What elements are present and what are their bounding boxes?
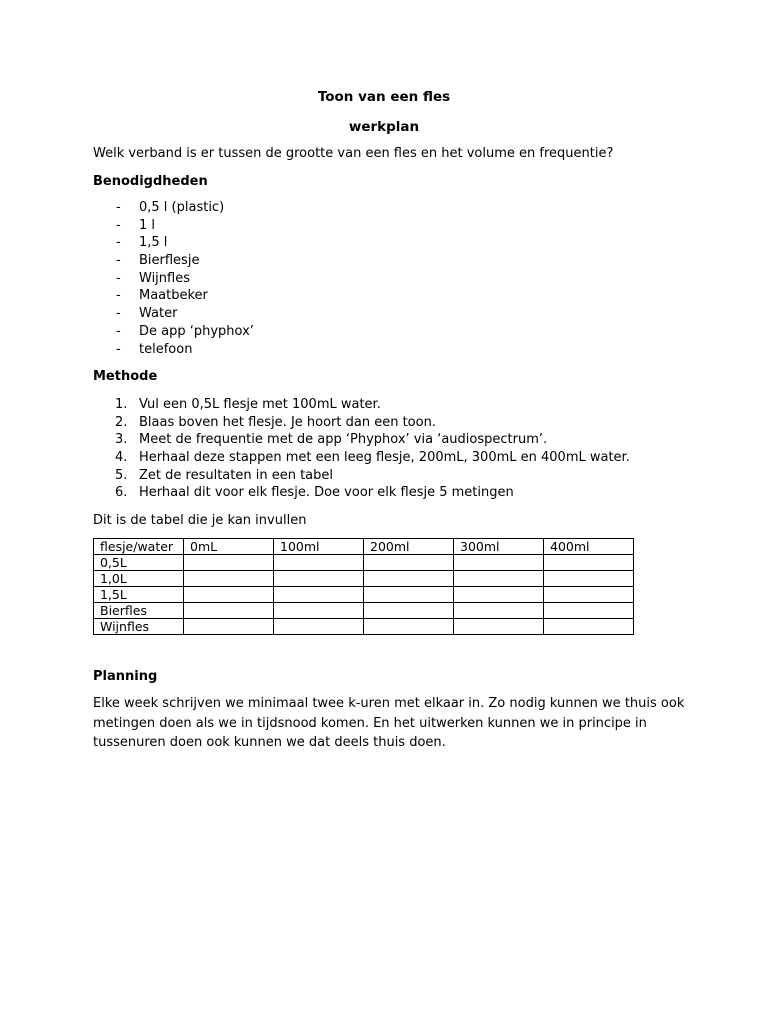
method-steps bbox=[93, 396, 630, 502]
table-cell bbox=[544, 571, 634, 587]
table-cell bbox=[544, 555, 634, 571]
list-item-label: Water bbox=[139, 306, 178, 322]
table-header-cell: flesje/water bbox=[94, 539, 184, 555]
table-cell bbox=[184, 619, 274, 635]
table-cell bbox=[364, 619, 454, 635]
materials-heading: Benodigdheden bbox=[93, 174, 208, 189]
planning-heading: Planning bbox=[93, 669, 158, 684]
table-cell bbox=[454, 603, 544, 619]
list-item-label: telefoon bbox=[139, 341, 193, 357]
list-item-label: Bierflesje bbox=[139, 253, 200, 269]
table-cell bbox=[454, 571, 544, 587]
row-label-cell: Bierfles bbox=[94, 603, 184, 619]
step-text: Zet de resultaten in een tabel bbox=[139, 467, 334, 483]
research-question: Welk verband is er tussen de grootte van een fles en het volume en frequentie? bbox=[93, 146, 614, 161]
table-cell bbox=[454, 619, 544, 635]
table-cell bbox=[274, 619, 364, 635]
table-cell bbox=[454, 555, 544, 571]
table-row bbox=[94, 587, 634, 603]
list-item: 1. Vul een 0,5L flesje met 100mL water. bbox=[115, 397, 381, 412]
list-item: - Water bbox=[116, 306, 178, 322]
list-item-label: Wijnfles bbox=[139, 270, 190, 286]
step-text: Vul een 0,5L flesje met 100mL water. bbox=[139, 397, 381, 412]
step-text: Blaas boven het flesje. Je hoort dan een toon. bbox=[139, 414, 436, 430]
table-cell bbox=[364, 603, 454, 619]
table-header-cell: 400ml bbox=[544, 539, 634, 555]
table-row bbox=[94, 603, 634, 619]
table-header-cell: 100ml bbox=[274, 539, 364, 555]
list-item: - Wijnfles bbox=[116, 270, 190, 286]
row-label-cell: 1,5L bbox=[94, 587, 184, 603]
list-item-label: 0,5 l (plastic) bbox=[139, 200, 225, 215]
step-text: Herhaal dit voor elk flesje. Doe voor elk flesje 5 metingen bbox=[139, 485, 514, 501]
list-item-label: 1,5 l bbox=[139, 235, 168, 251]
list-item: - 1,5 l bbox=[116, 235, 168, 251]
table-header-row bbox=[94, 539, 634, 555]
step-text: Herhaal deze stappen met een leeg flesje, 200mL, 300mL en 400mL water. bbox=[139, 450, 630, 466]
list-item: - 1 l bbox=[116, 217, 156, 233]
planning-paragraph: Elke week schrijven we minimaal twee k-uren met elkaar in. Zo nodig kunnen we thuis ook metingen doen als we in tijdsnood komen. En het uitwerken kunnen we in principe in tussenuren doen ook kunnen we dat deels thuis doen. bbox=[93, 696, 685, 750]
table-cell bbox=[544, 619, 634, 635]
document-subtitle: werkplan bbox=[348, 119, 420, 135]
table-cell bbox=[184, 571, 274, 587]
table-cell bbox=[184, 555, 274, 571]
list-item: - 0,5 l (plastic) bbox=[116, 200, 225, 215]
table-header-cell: 300ml bbox=[454, 539, 544, 555]
row-label-cell: 1,0L bbox=[94, 571, 184, 587]
list-item: 2. Blaas boven het flesje. Je hoort dan een toon. bbox=[115, 414, 436, 430]
list-item: 3. Meet de frequentie met de app ‘Phyphox’ via ‘audiospectrum’. bbox=[115, 432, 548, 448]
list-item-label: 1 l bbox=[139, 217, 156, 233]
table-cell bbox=[364, 555, 454, 571]
table-row bbox=[94, 571, 634, 587]
table-cell bbox=[454, 587, 544, 603]
list-item: 4. Herhaal deze stappen met een leeg flesje, 200mL, 300mL en 400mL water. bbox=[115, 450, 630, 466]
list-item: - telefoon bbox=[116, 341, 193, 357]
list-item-label: De app ‘phyphox’ bbox=[139, 323, 254, 339]
table-intro: Dit is de tabel die je kan invullen bbox=[93, 513, 307, 528]
list-item: 6. Herhaal dit voor elk flesje. Doe voor elk flesje 5 metingen bbox=[115, 485, 514, 501]
table-header-cell: 200ml bbox=[364, 539, 454, 555]
row-label-cell: Wijnfles bbox=[94, 619, 184, 635]
row-label-cell: 0,5L bbox=[94, 555, 184, 571]
list-item: - Bierflesje bbox=[116, 253, 200, 269]
list-item: - De app ‘phyphox’ bbox=[116, 323, 254, 339]
materials-list bbox=[93, 199, 254, 358]
table-cell bbox=[274, 555, 364, 571]
list-item: 5. Zet de resultaten in een tabel bbox=[115, 467, 334, 483]
list-item-label: Maatbeker bbox=[139, 288, 208, 304]
table-cell bbox=[184, 603, 274, 619]
table-header-cell: 0mL bbox=[184, 539, 274, 555]
table-cell bbox=[184, 587, 274, 603]
measurement-table bbox=[93, 538, 634, 635]
list-item: - Maatbeker bbox=[116, 288, 208, 304]
step-text: Meet de frequentie met de app ‘Phyphox’ via ‘audiospectrum’. bbox=[139, 432, 548, 448]
table-cell bbox=[274, 571, 364, 587]
document-title: Toon van een fles bbox=[317, 89, 451, 105]
table-cell bbox=[364, 571, 454, 587]
table-row bbox=[94, 555, 634, 571]
table-row bbox=[94, 619, 634, 635]
table-cell bbox=[274, 587, 364, 603]
table-cell bbox=[274, 603, 364, 619]
table-cell bbox=[364, 587, 454, 603]
method-heading: Methode bbox=[93, 369, 158, 384]
table-cell bbox=[544, 603, 634, 619]
table-cell bbox=[544, 587, 634, 603]
